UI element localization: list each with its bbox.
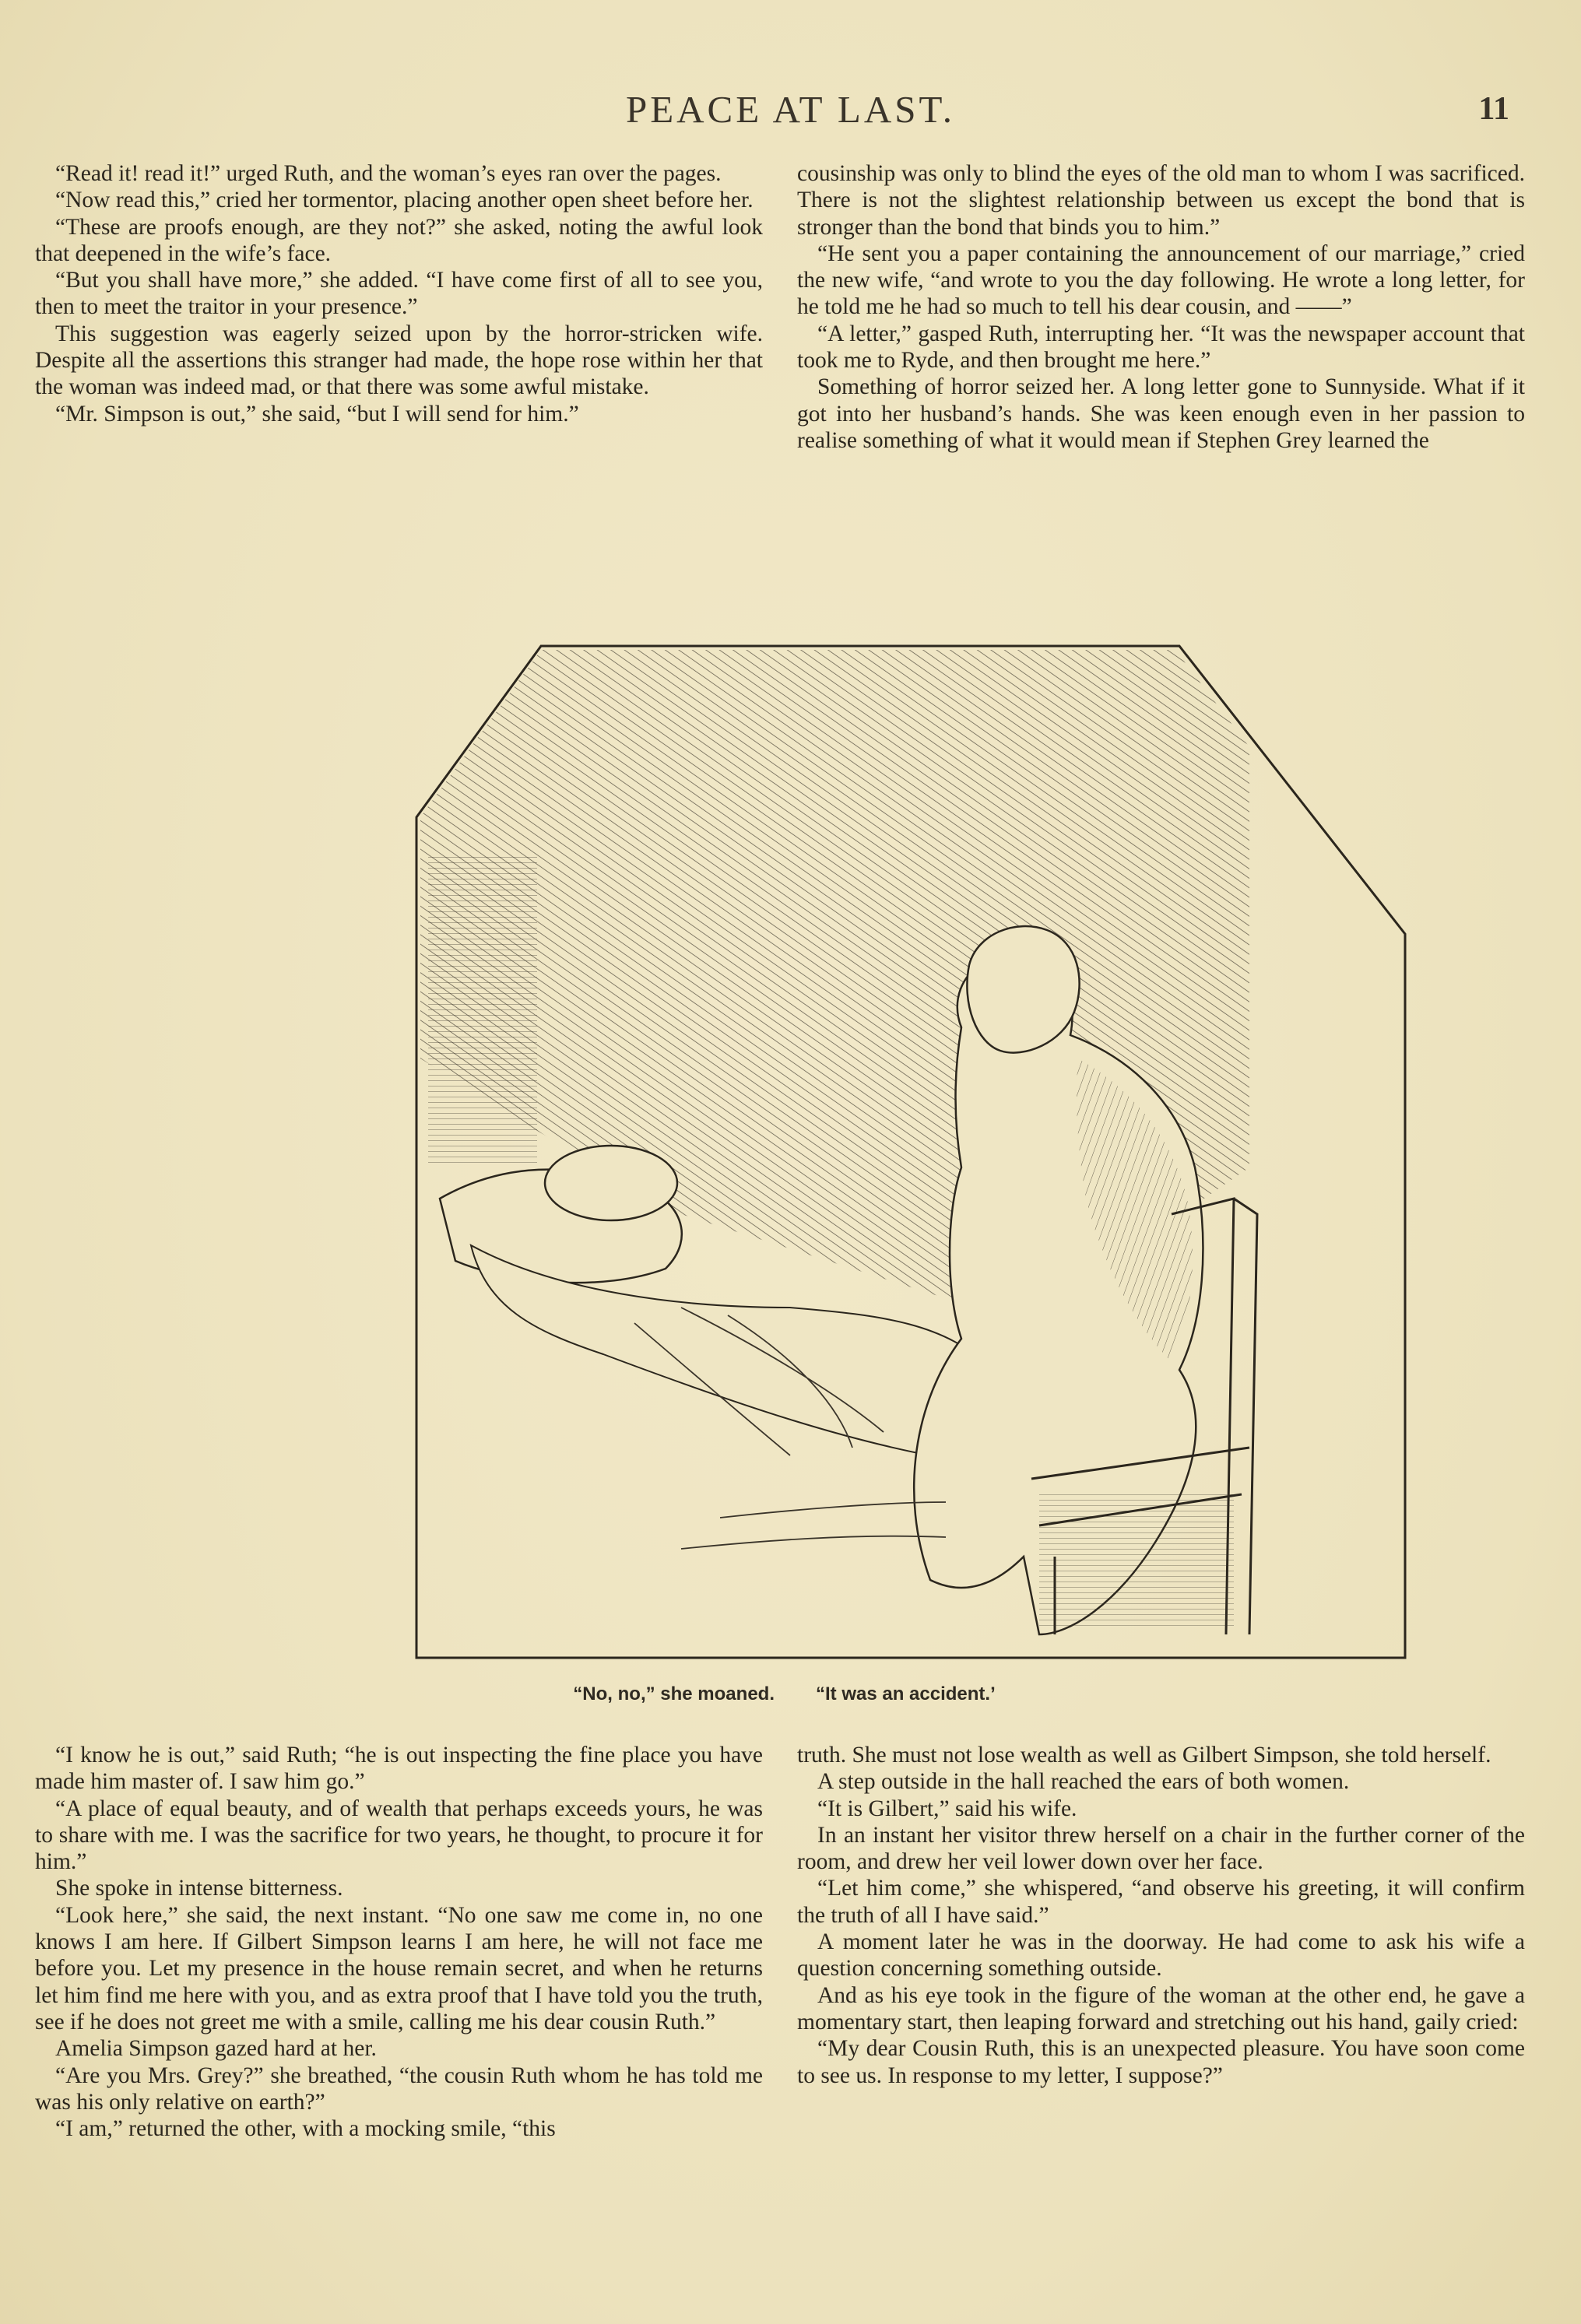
caption-right: “It was an accident.’	[816, 1683, 996, 1704]
paragraph: “Read it! read it!” urged Ruth, and the woman’s eyes ran over the pages.	[55, 161, 722, 186]
paragraph: “I know he is out,” said Ruth; “he is out inspecting the fine place you have made him master of. I saw him go.”	[35, 1743, 763, 1795]
paragraph: “Let him come,” she whispered, “and observe his greeting, it will confirm the truth of all I have said.”	[797, 1876, 1525, 1928]
caption-left: “No, no,” she moaned.	[573, 1683, 775, 1704]
paragraph: This suggestion was eagerly seized upon by the horror-stricken wife. Despite all the assertions this stranger had made, the hope rose within her that the woman was indeed mad, or that there was some awful mistake.	[35, 321, 763, 400]
paragraph: “Are you Mrs. Grey?” she breathed, “the cousin Ruth whom he has told me was his only relative on earth?”	[35, 2062, 763, 2115]
reclining-figure-head	[545, 1146, 677, 1220]
chair-seat-shading	[1039, 1494, 1234, 1627]
paragraph-continuation: truth. She must not lose wealth as well as Gilbert Simpson, she told herself.	[797, 1743, 1491, 1768]
paragraph: “My dear Cousin Ruth, this is an unexpected pleasure. You have soon come to see us. In response to my letter, I suppose?”	[797, 2036, 1525, 2088]
page-number: 11	[1478, 91, 1509, 127]
floor-lines	[681, 1502, 946, 1549]
column-bottom-left	[35, 1742, 763, 2142]
paragraph: “These are proofs enough, are they not?” she asked, noting the awful look that deepened in the wife’s face.	[35, 214, 763, 266]
engraving-illustration	[354, 623, 1413, 1666]
paragraph: “A place of equal beauty, and of wealth that perhaps exceeds yours, he was to share with me. I was the sacrifice for two years, he thought, to procure it for him.”	[35, 1796, 763, 1875]
paragraph: In an instant her visitor threw herself on a chair in the further corner of the room, and drew her veil lower down over her face.	[797, 1822, 1525, 1875]
paragraph: A step outside in the hall reached the ears of both women.	[817, 1769, 1350, 1795]
paragraph: “He sent you a paper containing the announcement of our marriage,” cried the new wife, “and wrote to you the day following. He wrote a long letter, for he told me he had so much to tell his dear cousin, and ——”	[797, 240, 1525, 320]
paragraph: Amelia Simpson gazed hard at her.	[55, 2036, 377, 2062]
column-bottom-right	[797, 1742, 1525, 2089]
paragraph: “I am,” returned the other, with a mocking smile, “this	[55, 2116, 556, 2142]
paragraph-continuation: cousinship was only to blind the eyes of the old man to whom I was sacrificed. There is not the slightest relationship between us except the bond that is stronger than the bond that binds you to him.”	[797, 161, 1525, 240]
paragraph: “But you shall have more,” she added. “I have come first of all to see you, then to meet the traitor in your presence.”	[35, 268, 763, 320]
paragraph: And as his eye took in the figure of the woman at the other end, he gave a momentary start, then leaping forward and stretching out his hand, gaily cried:	[797, 1982, 1525, 2034]
running-title: PEACE AT LAST.	[625, 88, 956, 131]
paragraph: “Mr. Simpson is out,” she said, “but I will send for him.”	[55, 401, 579, 427]
column-top-left	[35, 160, 763, 427]
paragraph: “A letter,” gasped Ruth, interrupting her. “It was the newspaper account that took me to Ryde, and then brought me here.”	[797, 321, 1525, 374]
door-panel	[428, 856, 537, 1167]
paragraph: She spoke in intense bitterness.	[55, 1876, 343, 1901]
paragraph: “It is Gilbert,” said his wife.	[817, 1796, 1077, 1821]
paragraph: “Look here,” she said, the next instant. “No one saw me come in, no one knows I am here. If Gilbert Simpson learns I am here, he will not face me before you. Let my presence in the house remain secret, and when he returns let him find me here with you, and as extra proof that I have told you the truth, see if he does not greet me with a smile, calling me his dear cousin Ruth.”	[35, 1902, 763, 2034]
column-top-right	[797, 160, 1525, 454]
paragraph: A moment later he was in the doorway. He had come to ask his wife a question concerning something outside.	[797, 1929, 1525, 1982]
paragraph: Something of horror seized her. A long letter gone to Sunnyside. What if it got into her husband’s hands. She was keen enough even in her passion to realise something of what it would mean if Stephen Grey learned the	[797, 374, 1525, 453]
paragraph: “Now read this,” cried her tormentor, placing another open sheet before her.	[55, 188, 754, 213]
illustration-caption	[0, 1683, 1581, 1715]
running-head	[0, 87, 1581, 134]
